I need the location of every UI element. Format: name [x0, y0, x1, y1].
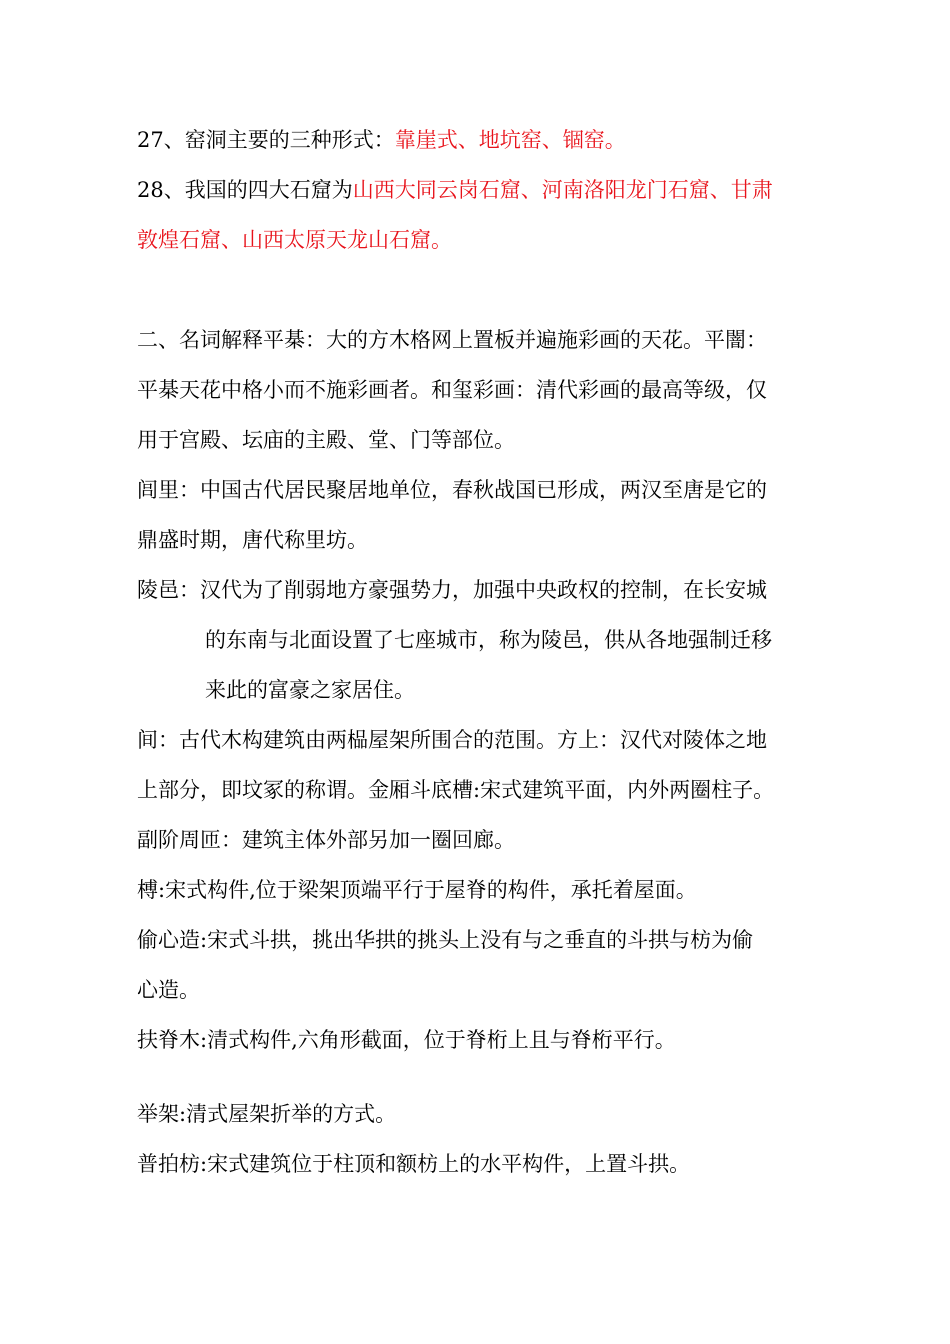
term-fujiezhouza: 副阶周匝：建筑主体外部另加一圈回廊。 [137, 828, 515, 852]
term-fujimu: 扶脊木:清式构件,六角形截面，位于脊桁上且与脊桁平行。 [137, 1028, 676, 1052]
term-jian-cont: 上部分，即坟冢的称谓。金厢斗底槽:宋式建筑平面，内外两圈柱子。 [137, 778, 775, 802]
term-touxinzao: 偷心造:宋式斗拱，挑出华拱的挑头上没有与之垂直的斗拱与枋为偷 [137, 928, 754, 952]
q27-answer: 靠崖式、地坑窑、锢窑。 [394, 128, 626, 152]
section2-line: 用于宫殿、坛庙的主殿、堂、门等部位。 [137, 428, 515, 452]
q28-prefix: 28、我国的四大石窟为 [137, 178, 353, 202]
q27-line [137, 126, 626, 154]
term-lvli-cont: 鼎盛时期，唐代称里坊。 [137, 528, 368, 552]
q28-answer-part-1: 山西大同云岗石窟、河南洛阳龙门石窟、甘肃 [352, 178, 773, 202]
q28-line-2: 敦煌石窟、山西太原天龙山石窟。 [137, 228, 452, 252]
q28-line-1 [137, 176, 773, 204]
term-touxinzao-cont: 心造。 [137, 978, 200, 1002]
term-lingyi-cont: 的东南与北面设置了七座城市，称为陵邑，供从各地强制迁移 [205, 628, 772, 652]
term-pupaifang: 普拍枋:宋式建筑位于柱顶和额枋上的水平构件，上置斗拱。 [137, 1152, 691, 1176]
term-jian: 间：古代木构建筑由两榀屋架所围合的范围。方上：汉代对陵体之地 [137, 728, 767, 752]
term-jujia: 举架:清式屋架折举的方式。 [137, 1102, 397, 1126]
section2-line: 平棊天花中格小而不施彩画者。和玺彩画：清代彩画的最高等级，仅 [137, 378, 767, 402]
section2-line: 二、名词解释平棊：大的方木格网上置板并遍施彩画的天花。平闇： [137, 328, 767, 352]
q27-prefix: 27、窑洞主要的三种形式： [137, 128, 395, 152]
term-lingyi: 陵邑：汉代为了削弱地方豪强势力，加强中央政权的控制，在长安城 [137, 578, 767, 602]
term-fu: 榑:宋式构件,位于梁架顶端平行于屋脊的构件，承托着屋面。 [137, 878, 697, 902]
term-lvli: 闾里：中国古代居民聚居地单位，春秋战国已形成，两汉至唐是它的 [137, 478, 767, 502]
term-lingyi-cont: 来此的富豪之家居住。 [205, 678, 415, 702]
